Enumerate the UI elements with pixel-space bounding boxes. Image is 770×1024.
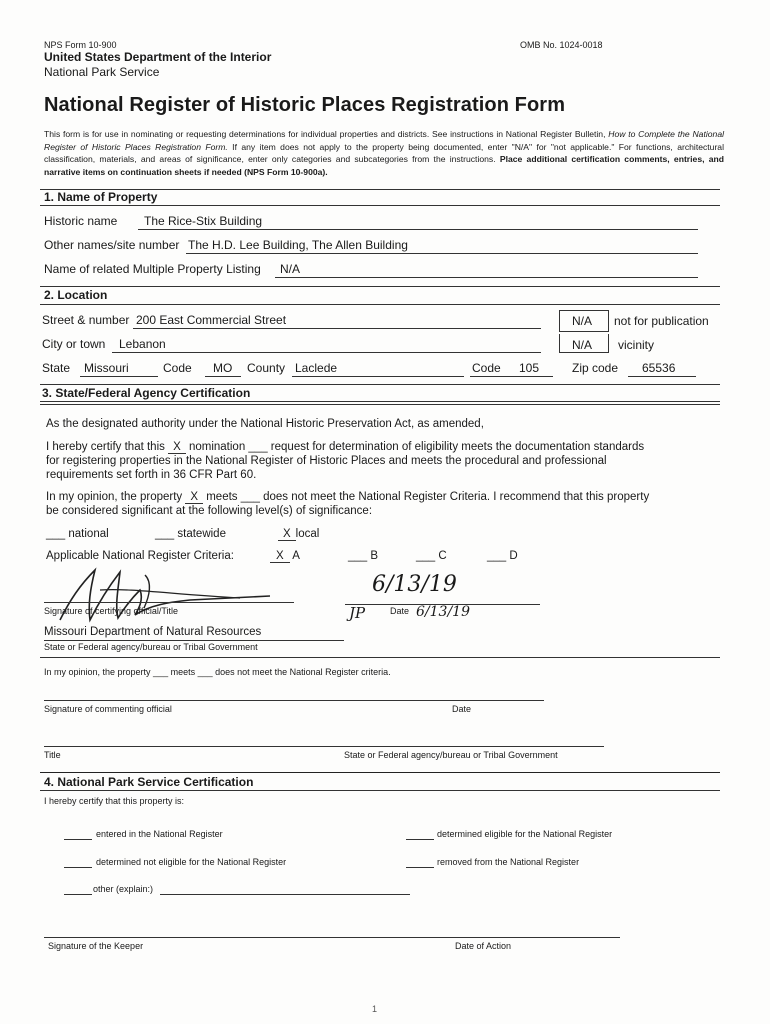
level-local: X local (278, 528, 319, 541)
checkbox-line (64, 894, 92, 895)
section-2-heading: 2. Location (44, 288, 108, 302)
meets-mark: X (185, 491, 203, 504)
certifying-agency: Missouri Department of Natural Resources (44, 626, 262, 638)
criterion-b: ___ B (348, 550, 379, 562)
cert-paragraph-line3: requirements set forth in 36 CFR Part 60. (46, 469, 257, 481)
commenting-opinion: In my opinion, the property ___ meets ___ does not meet the National Register criteria. (44, 667, 391, 677)
city-label: City or town (42, 337, 106, 351)
commenting-signature-label: Signature of commenting official (44, 704, 172, 714)
section-1-heading: 1. Name of Property (44, 190, 158, 204)
date-of-action-label: Date of Action (455, 941, 512, 951)
keeper-signature-label: Signature of the Keeper (48, 941, 144, 951)
field-line (470, 376, 553, 377)
vicinity-label: vicinity (618, 338, 655, 352)
street-value: 200 East Commercial Street (136, 313, 287, 327)
opinion-line2: be considered significant at the following level(s) of significance: (46, 505, 373, 517)
county-label: County (247, 361, 286, 375)
explain-line (160, 894, 410, 895)
checkbox-line (64, 867, 92, 868)
street-label: Street & number (42, 313, 130, 327)
keeper-signature-line (44, 937, 620, 938)
title-label: Title (44, 750, 61, 760)
agency-label: State or Federal agency/bureau or Tribal Government (44, 642, 258, 652)
nomination-mark: X (168, 441, 186, 454)
county-code-value: 105 (519, 361, 540, 375)
divider (40, 772, 720, 773)
intro-paragraph: This form is for use in nominating or requesting determinations for individual properties and districts. See instructions in National Register Bulletin, How to Complete the National Register of Historic Places Registration Form. If any item does not apply to the property being documented, enter "N/A" for "not applicable." For functions, architectural classification, materials, and areas of significance, enter only categories and subcategories from the instructions. Place additional certification comments, entries, and narrative items on continuation sheets if needed (NPS Form 10-900a). (44, 129, 725, 177)
divider (40, 384, 720, 385)
opinion-line1: In my opinion, the property X meets ___ does not meet the National Register Criteria. I recommend that this property (46, 491, 650, 503)
divider (40, 286, 720, 287)
code-value: MO (213, 361, 233, 375)
mpl-value: N/A (280, 262, 301, 276)
divider (40, 304, 720, 305)
nfp-value: N/A (572, 314, 593, 328)
option-entered: entered in the National Register (96, 829, 223, 839)
official-signature (40, 560, 280, 630)
cert-paragraph-line2: for registering properties in the National Register of Historic Places and meets the procedural and professional (46, 455, 607, 467)
section-3-heading: 3. State/Federal Agency Certification (42, 386, 251, 400)
code-label: Code (163, 361, 192, 375)
level-statewide: ___ statewide (155, 528, 226, 540)
divider (40, 657, 720, 658)
page-number: 1 (372, 1004, 378, 1014)
criteria-label: Applicable National Register Criteria: (46, 550, 234, 562)
city-value: Lebanon (119, 337, 166, 351)
historic-name-label: Historic name (44, 214, 118, 228)
vicinity-value: N/A (572, 338, 593, 352)
omb-number: OMB No. 1024-0018 (520, 40, 603, 50)
handwritten-initials: JP (349, 604, 366, 622)
section-4-heading: 4. National Park Service Certification (44, 775, 254, 789)
agency-line (44, 640, 344, 641)
option-removed: removed from the National Register (437, 857, 580, 867)
signature-label: Signature of certifying official/Title (44, 606, 179, 616)
field-line (138, 229, 698, 230)
form-number: NPS Form 10-900 (44, 40, 117, 50)
field-line (292, 376, 464, 377)
checkbox-line (64, 839, 92, 840)
checkbox-line (406, 839, 434, 840)
option-other: other (explain:) (93, 884, 154, 894)
comment-signature-line (44, 700, 544, 701)
field-line (112, 352, 541, 353)
divider (40, 404, 720, 405)
state-label: State (42, 361, 71, 375)
cert-authority-text: As the designated authority under the National Historic Preservation Act, as amended, (46, 418, 484, 430)
field-line (628, 376, 696, 377)
criterion-a: X A (270, 550, 300, 563)
divider (40, 401, 720, 402)
form-title: National Register of Historic Places Registration Form (44, 94, 566, 116)
level-national: ___ national (46, 528, 109, 540)
option-determined-eligible: determined eligible for the National Register (437, 829, 613, 839)
nps-cert-intro: I hereby certify that this property is: (44, 796, 185, 806)
handwritten-date-value: 6/13/19 (416, 604, 470, 620)
field-line (275, 277, 698, 278)
title-agency-label: State or Federal agency/bureau or Tribal Government (344, 750, 558, 760)
cert-paragraph-line1: I hereby certify that this X nomination ___ request for determination of eligibility meets the documentation standards (46, 441, 645, 453)
historic-name-value: The Rice-Stix Building (144, 214, 263, 228)
field-line (186, 253, 698, 254)
county-code-label: Code (472, 361, 501, 375)
zip-value: 65536 (642, 361, 676, 375)
field-line (205, 376, 241, 377)
mpl-label: Name of related Multiple Property Listing (44, 262, 261, 276)
criterion-a-mark: X (270, 550, 290, 563)
divider (40, 790, 720, 791)
zip-label: Zip code (572, 361, 619, 375)
checkbox-line (406, 867, 434, 868)
service-name: National Park Service (44, 65, 160, 79)
agency-name: United States Department of the Interior (44, 50, 272, 64)
criterion-c: ___ C (416, 550, 447, 562)
other-names-label: Other names/site number (44, 238, 180, 252)
county-value: Laclede (295, 361, 338, 375)
option-not-eligible: determined not eligible for the National Register (96, 857, 287, 867)
other-names-value: The H.D. Lee Building, The Allen Building (188, 238, 408, 252)
field-line (80, 376, 158, 377)
field-line (133, 328, 541, 329)
divider (40, 205, 720, 206)
title-line (44, 746, 604, 747)
date-label: Date (390, 606, 410, 616)
local-mark: X (278, 528, 296, 541)
nfp-label: not for publication (614, 314, 709, 328)
handwritten-date: 6/13/19 (372, 572, 457, 597)
state-value: Missouri (84, 361, 129, 375)
criterion-d: ___ D (487, 550, 518, 562)
signature-line (44, 602, 294, 603)
commenting-date-label: Date (452, 704, 472, 714)
